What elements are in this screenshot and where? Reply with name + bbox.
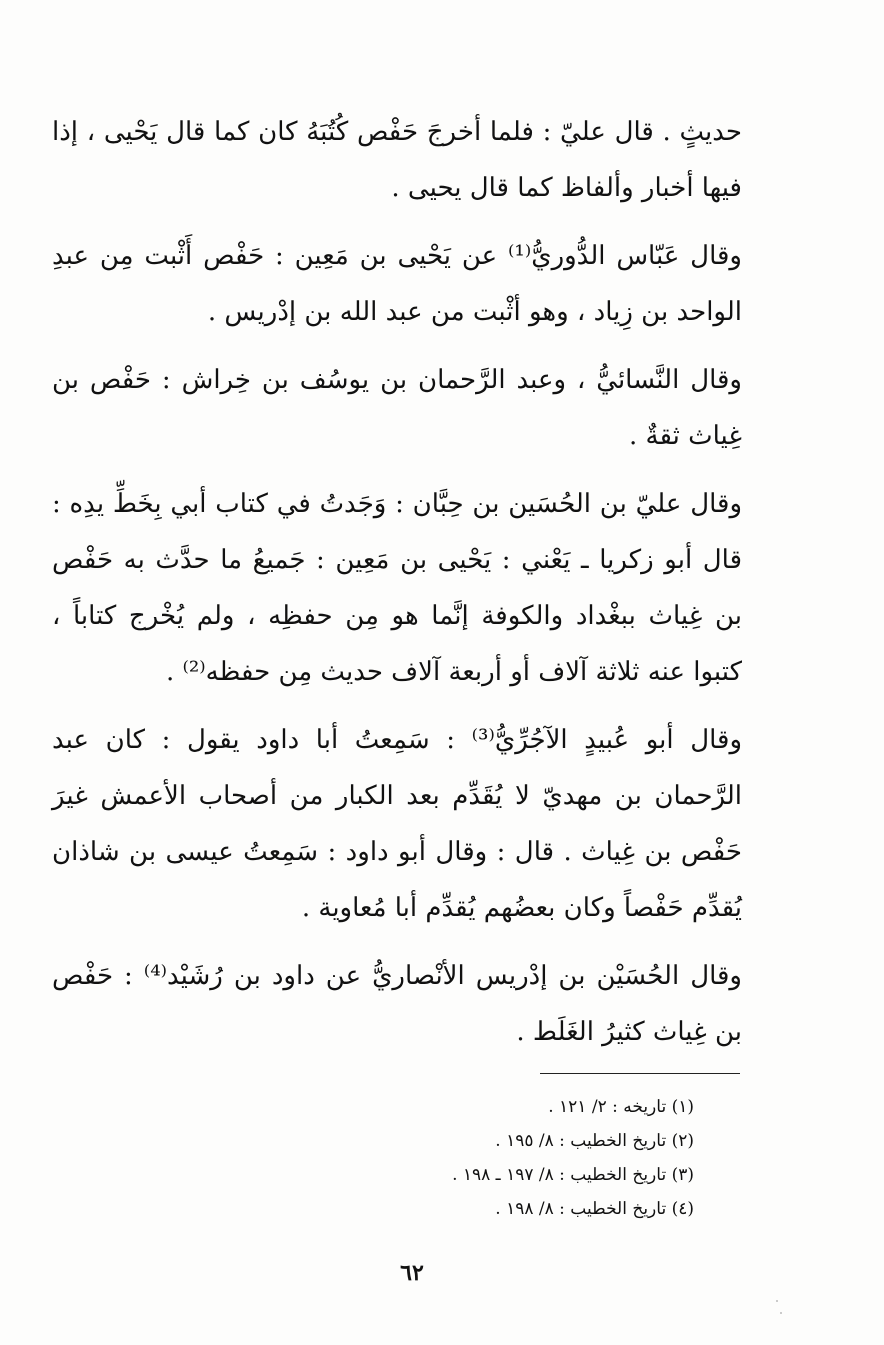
paragraph-text: حديثٍ . قال عليّ : فلما أخرجَ حَفْص كُتُبَهُ كان كما قال يَحْيى ، إذا فيها أخبار وألفاظ كما قال يحيى . [52,117,742,203]
body-paragraph [52,352,742,464]
paragraph-text: وقال عَبّاس الدُّوريُّ⁽¹⁾ عن يَحْيى بن مَعِين : حَفْص أَثْبت مِن عبدِ الواحد بن زِياد ، وهو أثْبت من عبد الله بن إدْريس . [52,241,742,327]
body-paragraph [52,712,742,936]
body-paragraph [52,476,742,700]
paragraph-text: وقال الحُسَيْن بن إدْريس الأنْصاريُّ عن داود بن رُشَيْد⁽⁴⁾ : حَفْص بن غِياث كثيرُ الغَلَط . [52,961,742,1047]
body-paragraph [52,104,742,216]
scan-speck [776,1300,778,1302]
page-number: ٦٢ [400,1260,424,1286]
scan-speck [780,1312,782,1314]
footnote-divider [540,1073,740,1074]
footnote-item: (٢) تاريخ الخطيب : ٨/ ١٩٥ . [495,1131,694,1151]
paragraph-text: وقال عليّ بن الحُسَين بن حِبَّان : وَجَدتُ في كتاب أبي بِخَطِّ يدِه : قال أبو زكريا ـ يَعْني : يَحْيى بن مَعِين : جَميعُ ما حدَّث به حَفْص بن غِياث ببغْداد والكوفة إنَّما هو مِن حفظِه ، ولم يُخْرج كتاباً ، كتبوا عنه ثلاثة آلاف أو أربعة آلاف حديث مِن حفظه⁽²⁾ . [52,489,742,687]
paragraph-text: وقال النَّسائيُّ ، وعبد الرَّحمان بن يوسُف بن خِراش : حَفْص بن غِياث ثقةٌ . [52,365,742,451]
body-paragraph [52,948,742,1060]
body-paragraph [52,228,742,340]
footnote-item: (١) تاريخه : ٢/ ١٢١ . [548,1097,694,1117]
footnote-item: (٤) تاريخ الخطيب : ٨/ ١٩٨ . [495,1199,694,1219]
footnote-item: (٣) تاريخ الخطيب : ٨/ ١٩٧ ـ ١٩٨ . [452,1165,694,1185]
paragraph-text: وقال أبو عُبيدٍ الآجُرِّيُّ⁽³⁾ : سَمِعتُ أبا داود يقول : كان عبد الرَّحمان بن مهديّ لا يُقَدِّم بعد الكبار من أصحاب الأعمش غيرَ حَفْص بن غِياث . قال : وقال أبو داود : سَمِعتُ عيسى بن شاذان يُقدِّم حَفْصاً وكان بعضُهم يُقدِّم أبا مُعاوية . [52,725,742,923]
footnotes-list [300,1090,694,1226]
